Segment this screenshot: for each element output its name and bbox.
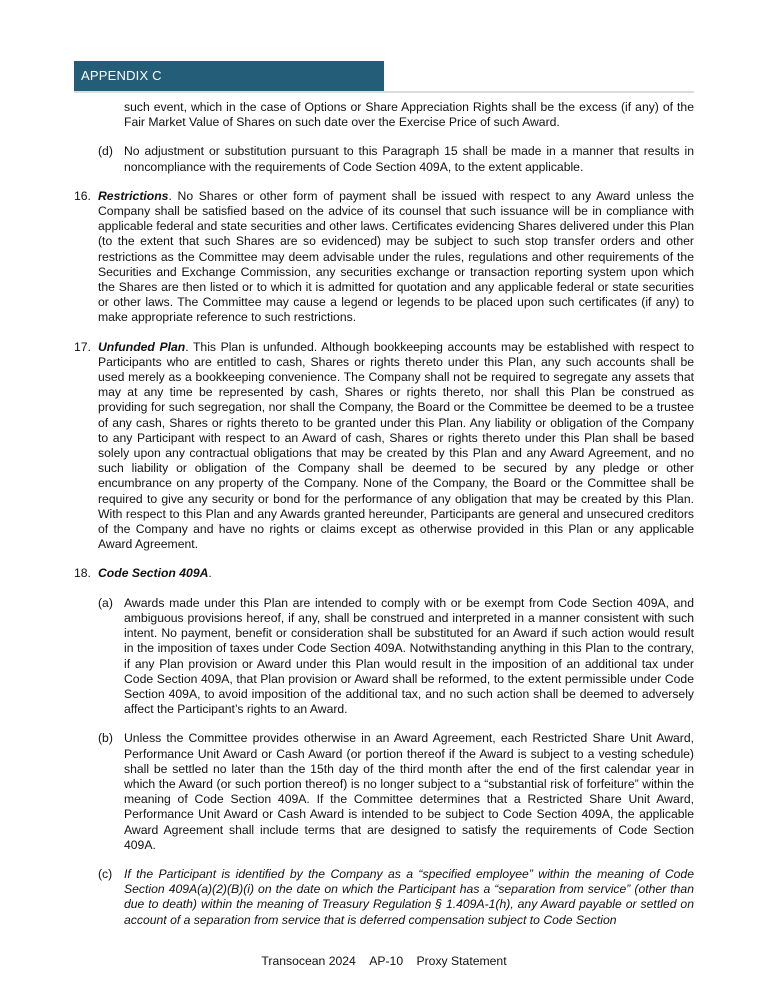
section-16 — [74, 189, 694, 326]
subitem-text: Unless the Committee provides otherwise in an Award Agreement, each Restricted Share Unit Award, Performance Unit Award or Cash Award (or portion thereof if the Award is subject to a vesting schedule) shall be settled no later than the 15th day of the third month after the end of the first calendar year in which the Award (or such portion thereof) is no longer subject to a “substantial risk of forfeiture” within the meaning of Code Section 409A. If the Committee determines that a Restricted Share Unit Award, Performance Unit Award or Cash Award is intended to be subject to Code Section 409A, the applicable Award Agreement shall include terms that are designed to satisfy the requirements of Code Section 409A. — [124, 731, 694, 852]
footer-document: Proxy Statement — [416, 954, 507, 968]
section-number: 17. — [74, 339, 91, 354]
section-title: Code Section 409A — [98, 566, 209, 581]
subitem-text: No adjustment or substitution pursuant to this Paragraph 15 shall be made in a manner that results in noncompliance with the requirements of Code Section 409A, to the extent applicable. — [124, 144, 694, 174]
continuation-text: such event, which in the case of Options or Share Appreciation Rights shall be the excess (if any) of the Fair Market Value of Shares on such date over the Exercise Price of such Award. — [124, 100, 694, 130]
section-number: 16. — [74, 188, 91, 203]
section-18 — [74, 566, 694, 581]
section-text: . — [208, 566, 212, 581]
section-text: . No Shares or other form of payment shall be issued with respect to any Award unless the Company shall be satisfied based on the advice of its counsel that such issuance will be in compliance with applicable federal and state securities and other laws. Certificates evidencing Shares delivered under this Plan (to the extent that such Shares are so evidenced) may be subject to such stop transfer orders and other restrictions as the Committee may deem advisable under the rules, regulations and other requirements of the Securities and Exchange Commission, any securities exchange or transaction reporting system upon which the Shares are then listed or to which it is admitted for quotation and any applicable federal or state securities or other laws. The Committee may cause a legend or legends to be placed upon such certificates (if any) to make appropriate reference to such restrictions. — [98, 188, 694, 325]
footer-page-number: AP-10 — [369, 954, 404, 968]
appendix-title: APPENDIX C — [81, 68, 162, 83]
section-17 — [74, 340, 694, 553]
subitem-label: (a) — [98, 595, 113, 610]
page-footer — [0, 954, 768, 968]
appendix-header — [74, 61, 384, 91]
document-body — [74, 100, 694, 942]
section-title: Restrictions — [98, 188, 169, 203]
subitem-text: Awards made under this Plan are intended to comply with or be exempt from Code Section 409A, and ambiguous provisions hereof, if any, shall be construed and interpreted in a manner consistent with such intent. No payment, benefit or consideration shall be substituted for an Award if such action would result in the imposition of taxes under Code Section 409A. Notwithstanding anything in this Plan to the contrary, if any Plan provision or Award under this Plan would result in the imposition of an additional tax under Code Section 409A, that Plan provision or Award shall be reformed, to the extent permissible under Code Section 409A, to avoid imposition of the additional tax, and no such action shall be deemed to adversely affect the Participant’s rights to an Award. — [124, 595, 694, 717]
section-18c — [74, 867, 694, 928]
section-number: 18. — [74, 566, 91, 581]
section-18b — [74, 731, 694, 853]
section-18a — [74, 596, 694, 718]
subitem-label: (b) — [98, 731, 113, 746]
header-divider — [74, 91, 694, 93]
section-text: . This Plan is unfunded. Although bookkeeping accounts may be established with respect to Participants who are entitled to cash, Shares or rights thereto under this Plan, any such accounts shall be used merely as a bookkeeping convenience. The Company shall not be required to segregate any assets that may at any time be represented by cash, Shares or rights thereto, nor shall this Plan be construed as providing for such segregation, nor shall the Company, the Board or the Committee be deemed to be a trustee of any cash, Shares or rights thereto to be granted under this Plan. Any liability or obligation of the Company to any Participant with respect to an Award of cash, Shares or rights thereto under this Plan shall be based solely upon any contractual obligations that may be created by this Plan and any Award Agreement, and no such liability or obligation of the Company shall be deemed to be secured by any pledge or other encumbrance on any property of the Company. None of the Company, the Board or the Committee shall be required to give any security or bond for the performance of any obligation that may be created by this Plan. With respect to this Plan and any Awards granted hereunder, Participants are general and unsecured creditors of the Company and have no rights or claims except as otherwise provided in this Plan or any applicable Award Agreement. — [98, 339, 694, 552]
footer-company: Transocean 2024 — [261, 954, 356, 968]
subitem-label: (c) — [98, 866, 113, 881]
subitem-label: (d) — [98, 144, 113, 159]
paragraph-15d — [74, 144, 694, 174]
subitem-text: If the Participant is identified by the Company as a “specified employee” within the meaning of Code Section 409A(a)(2)(B)(i) on the date on which the Participant has a “separation from service” (other than due to death) within the meaning of Treasury Regulation § 1.409A-1(h), any Award payable or settled on account of a separation from service that is deferred compensation subject to Code Section — [124, 866, 694, 927]
section-title: Unfunded Plan — [98, 339, 186, 354]
